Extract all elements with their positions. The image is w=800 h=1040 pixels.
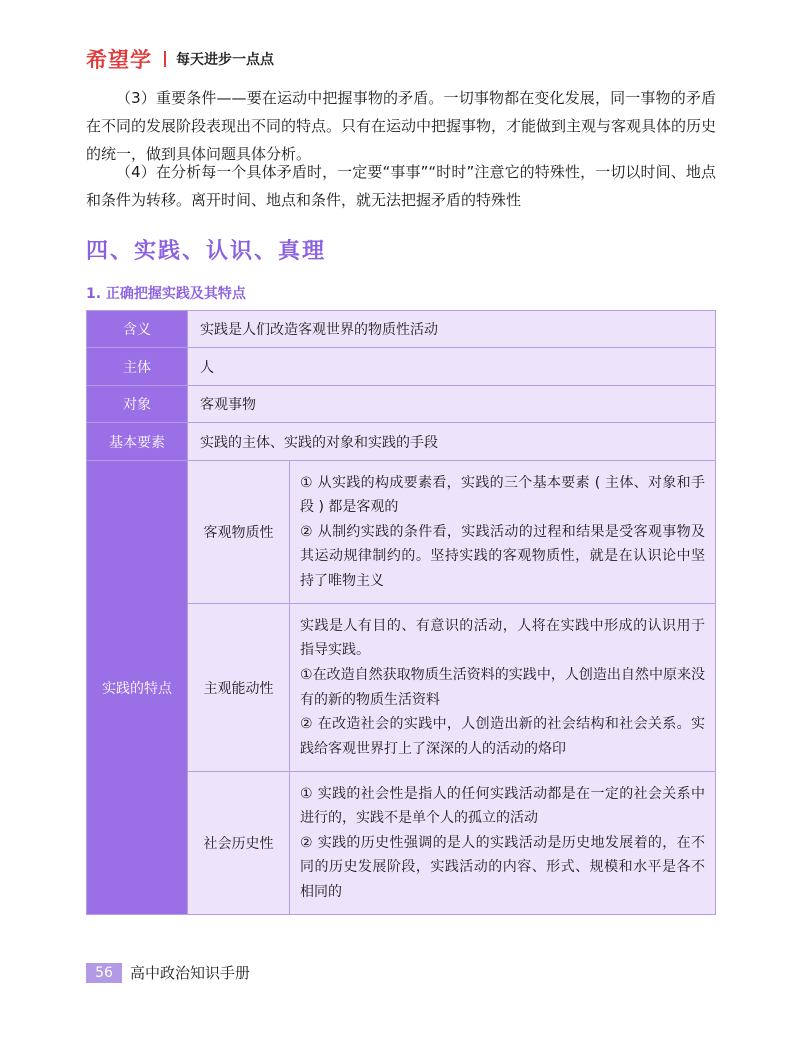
paragraph-condition-3: （3）重要条件——要在运动中把握事物的矛盾。一切事物都在变化发展，同一事物的矛盾在不同的发展阶段表现出不同的特点。只有在运动中把握事物，才能做到主观与客观具体的历史的统一，做到具体问题具体分析。 <box>86 89 717 163</box>
feature-line: ① 实践的社会性是指人的任何实践活动都是在一定的社会关系中进行的，实践不是单个人的孤立的活动 <box>300 785 705 827</box>
table-row <box>87 311 716 348</box>
practice-table <box>86 310 716 915</box>
row-label-elements: 基本要素 <box>87 423 188 461</box>
table-row <box>87 423 716 461</box>
page-footer <box>86 962 250 983</box>
brand-header <box>86 44 274 74</box>
section-title: 四、实践、认识、真理 <box>86 239 327 264</box>
features-label: 实践的特点 <box>87 461 188 915</box>
row-label-subject: 主体 <box>87 348 188 386</box>
table-row <box>87 386 716 423</box>
feature-line: ② 实践的历史性强调的是人的实践活动是历史地发展着的，在不同的历史发展阶段，实践活动的内容、形式、规模和水平是各不相同的 <box>300 834 705 900</box>
feature-line: ② 在改造社会的实践中，人创造出新的社会结构和社会关系。实践给客观世界打上了深深的人的活动的烙印 <box>300 716 705 757</box>
feature-line: ② 从制约实践的条件看，实践活动的过程和结果是受客观事物及其运动规律制约的。坚持实践的客观物质性，就是在认识论中坚持了唯物主义 <box>300 523 705 589</box>
feature-line: 实践是人有目的、有意识的活动，人将在实践中形成的认识用于指导实践。 <box>300 617 705 659</box>
row-value-meaning: 实践是人们改造客观世界的物质性活动 <box>188 311 716 348</box>
row-value-elements: 实践的主体、实践的对象和实践的手段 <box>188 423 716 461</box>
table-row <box>87 461 716 604</box>
feature-line: ① 从实践的构成要素看，实践的三个基本要素 ( 主体、对象和手段 ) 都是客观的 <box>300 474 705 516</box>
page-number: 56 <box>86 963 122 983</box>
row-label-object: 对象 <box>87 386 188 423</box>
row-value-subject: 人 <box>188 348 716 386</box>
book-title: 高中政治知识手册 <box>130 964 251 982</box>
feature-content-objective <box>290 461 716 604</box>
feature-name-objective: 客观物质性 <box>188 461 290 604</box>
feature-content-initiative <box>290 604 716 772</box>
table-row <box>87 348 716 386</box>
brand-slogan: 每天进步一点点 <box>176 52 274 68</box>
brand-divider <box>164 51 166 67</box>
sub-title: 1. 正确把握实践及其特点 <box>86 286 246 302</box>
row-label-meaning: 含义 <box>87 311 188 348</box>
feature-name-social-historical: 社会历史性 <box>188 772 290 915</box>
row-value-object: 客观事物 <box>188 386 716 423</box>
brand-logo: 希望学 <box>86 48 152 72</box>
paragraph-condition-4: （4）在分析每一个具体矛盾时，一定要“事事”“时时”注意它的特殊性，一切以时间、地点和条件为转移。离开时间、地点和条件，就无法把握矛盾的特殊性 <box>86 163 716 209</box>
feature-content-social-historical <box>290 772 716 915</box>
feature-name-initiative: 主观能动性 <box>188 604 290 772</box>
feature-line: ①在改造自然获取物质生活资料的实践中，人创造出自然中原来没有的新的物质生活资料 <box>300 666 705 708</box>
